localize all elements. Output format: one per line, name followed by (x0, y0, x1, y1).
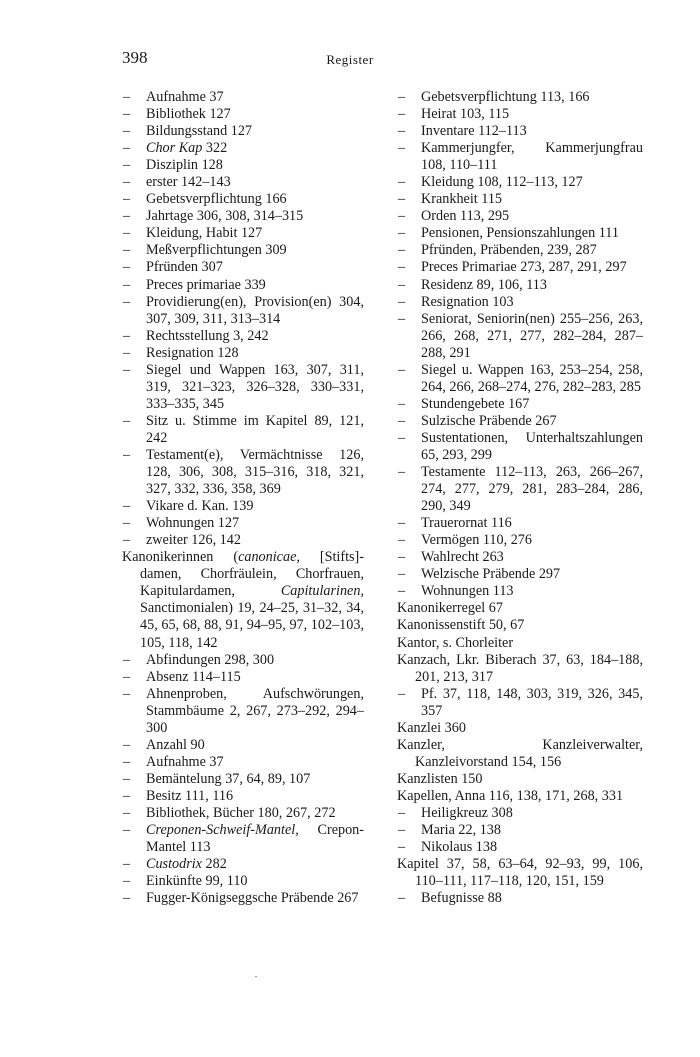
entry-text: Kanzach, Lkr. Biberach 37, 63, 184–188, 201, 213, 317 (397, 651, 643, 685)
entry-text: Siegel und Wappen 163, 307, 311, 319, 321–323, 326–328, 330–331, 333–335, 345 (146, 361, 364, 412)
index-subentry (122, 754, 364, 771)
index-subentry (397, 174, 643, 191)
index-subentry (397, 583, 643, 600)
entry-text: Kanzlisten 150 (397, 770, 483, 787)
entry-text: Krankheit 115 (421, 191, 503, 208)
entry-text: Rechtsstellung 3, 242 (146, 327, 269, 344)
entry-text: Stundengebete 167 (421, 395, 530, 412)
index-subentry (397, 277, 643, 294)
index-subentry (397, 259, 643, 276)
index-subentry (122, 413, 364, 447)
entry-text: Pensionen, Pensionszahlungen 111 (421, 225, 619, 242)
entry-text: Sulzische Präbende 267 (421, 412, 557, 429)
index-subentry (122, 225, 364, 242)
entry-text: Absenz 114–115 (146, 668, 241, 685)
index-entry (397, 856, 643, 890)
index-subentry (122, 106, 364, 123)
entry-text: Capitularinen, (280, 583, 364, 600)
index-subentry (122, 259, 364, 276)
entry-text: Providierung(en), Provision(en) 304, 307, 309, 311, 313–314 (146, 293, 364, 327)
index-subentry (397, 686, 643, 720)
index-subentry (122, 669, 364, 686)
entry-text: Orden 113, 295 (421, 208, 510, 225)
index-subentry (122, 515, 364, 532)
index-subentry (397, 566, 643, 583)
entry-text: Seniorat, Seniorin(nen) 255–256, 263, 266, 268, 271, 277, 282–284, 287–288, 291 (421, 310, 643, 361)
entry-text: Maria 22, 138 (421, 822, 501, 839)
index-subentry (122, 652, 364, 669)
entry-text: Bildungsstand 127 (146, 123, 253, 140)
index-subentry (122, 822, 364, 856)
entry-text: Meßverpflichtungen 309 (146, 242, 287, 259)
index-subentry (397, 822, 643, 839)
index-entry (397, 617, 643, 634)
entry-text: Jahrtage 306, 308, 314–315 (146, 208, 304, 225)
index-subentry (397, 208, 643, 225)
entry-text: canonicae, (238, 549, 300, 566)
entry-text: Kanonissenstift 50, 67 (397, 617, 525, 634)
entry-text: 282 (201, 856, 227, 873)
index-subentry (122, 140, 364, 157)
index-subentry (122, 174, 364, 191)
index-subentry (122, 788, 364, 805)
index-entry (397, 635, 643, 652)
entry-text: Preces Primariae 273, 287, 291, 297 (421, 259, 627, 276)
entry-text: zweiter 126, 142 (146, 532, 241, 549)
index-subentry (122, 498, 364, 515)
entry-text: Kanonikerinnen ( (122, 549, 239, 566)
index-subentry (122, 805, 364, 822)
entry-text: Bibliothek, Bücher 180, 267, 272 (146, 804, 336, 821)
index-subentry (397, 123, 643, 140)
entry-text: Einkünfte 99, 110 (146, 873, 248, 890)
index-entry (397, 720, 643, 737)
entry-text: Ahnenproben, Aufschwörungen, Stammbäume 2, 267, 273–292, 294–300 (146, 685, 364, 736)
entry-text: Trauerornat 116 (421, 515, 512, 532)
entry-text: 322 (202, 140, 228, 157)
index-subentry (122, 157, 364, 174)
index-subentry (397, 890, 643, 907)
entry-text: Gebetsverpflichtung 166 (146, 191, 287, 208)
entry-text: Inventare 112–113 (421, 123, 527, 140)
index-subentry (122, 532, 364, 549)
index-subentry (397, 106, 643, 123)
entry-text: Wohnungen 127 (146, 515, 240, 532)
index-subentry (397, 805, 643, 822)
index-subentry (122, 89, 364, 106)
index-subentry (397, 311, 643, 362)
entry-text: [Stifts]-damen, Chorfräulein, Chorfrauen, Kapitulardamen, (140, 549, 364, 600)
entry-text: Creponen-Schweif-Mantel, (146, 822, 299, 839)
index-subentry (397, 464, 643, 515)
index-subentry (122, 890, 364, 907)
entry-text: Heiligkreuz 308 (421, 804, 513, 821)
entry-text: Chor Kap (146, 140, 203, 157)
entry-text: Pfründen, Präbenden, 239, 287 (421, 242, 597, 259)
entry-text: Bemäntelung 37, 64, 89, 107 (146, 770, 311, 787)
index-subentry (397, 396, 643, 413)
entry-text: Siegel u. Wappen 163, 253–254, 258, 264, 266, 268–274, 276, 282–283, 285 (421, 361, 643, 395)
entry-text: Residenz 89, 106, 113 (421, 276, 547, 293)
entry-text: Heirat 103, 115 (421, 106, 510, 123)
index-subentry (397, 532, 643, 549)
entry-text: erster 142–143 (146, 174, 231, 191)
index-subentry (397, 413, 643, 430)
index-subentry (397, 294, 643, 311)
page-speck (255, 976, 257, 977)
index-subentry (122, 873, 364, 890)
entry-text: Aufnahme 37 (146, 753, 224, 770)
index-entry (397, 771, 643, 788)
entry-text: Pfründen 307 (146, 259, 223, 276)
entry-text: Kapitel 37, 58, 63–64, 92–93, 99, 106, 110–111, 117–118, 120, 151, 159 (397, 856, 643, 890)
index-column-left (122, 89, 364, 907)
entry-text: Pf. 37, 118, 148, 303, 319, 326, 345, 357 (421, 685, 643, 719)
entry-text: Kammerjungfer, Kammerjungfrau 108, 110–111 (421, 140, 643, 174)
entry-text: Wohnungen 113 (421, 583, 514, 600)
entry-text: Sustentationen, Unterhaltszahlungen 65, 293, 299 (421, 429, 643, 463)
index-subentry (397, 549, 643, 566)
entry-text: Besitz 111, 116 (146, 787, 234, 804)
entry-text: Custodrix (146, 856, 202, 873)
running-head: Register (326, 52, 374, 67)
index-subentry (122, 242, 364, 259)
entry-text: Sanctimonialen) 19, 24–25, 31–32, 34, 45, 65, 68, 88, 91, 94–95, 97, 102–103, 105, 118, 142 (140, 600, 364, 651)
index-subentry (397, 191, 643, 208)
entry-text: Abfindungen 298, 300 (146, 651, 275, 668)
index-subentry (122, 191, 364, 208)
entry-text: Kleidung 108, 112–113, 127 (421, 174, 583, 191)
entry-text: Kleidung, Habit 127 (146, 225, 263, 242)
index-subentry (397, 140, 643, 174)
entry-text: Preces primariae 339 (146, 276, 266, 293)
index-subentry (397, 89, 643, 106)
index-subentry (122, 208, 364, 225)
index-subentry (122, 345, 364, 362)
page-number: 398 (122, 48, 148, 67)
index-subentry (122, 856, 364, 873)
index-entry (397, 600, 643, 617)
entry-text: Crepon-Mantel 113 (146, 822, 364, 856)
entry-text: Kapellen, Anna 116, 138, 171, 268, 331 (397, 787, 624, 804)
index-subentry (122, 447, 364, 498)
entry-text: Nikolaus 138 (421, 839, 498, 856)
index-entry (397, 652, 643, 686)
entry-text: Resignation 128 (146, 344, 239, 361)
entry-text: Kanzlei 360 (397, 719, 466, 736)
entry-text: Fugger-Königseggsche Präbende 267 (146, 890, 359, 907)
index-subentry (122, 362, 364, 413)
index-subentry (122, 277, 364, 294)
entry-text: Vermögen 110, 276 (421, 532, 532, 549)
index-subentry (397, 839, 643, 856)
entry-text: Sitz u. Stimme im Kapitel 89, 121, 242 (146, 412, 364, 446)
entry-text: Befugnisse 88 (421, 890, 502, 907)
index-column-right (397, 89, 643, 907)
index-subentry (122, 328, 364, 345)
index-entry (397, 737, 643, 771)
entry-text: Vikare d. Kan. 139 (146, 498, 254, 515)
index-subentry (397, 515, 643, 532)
entry-text: Aufnahme 37 (146, 89, 224, 105)
entry-text: Wahlrecht 263 (421, 549, 504, 566)
index-subentry (122, 737, 364, 754)
index-subentry (397, 242, 643, 259)
index-entry (397, 788, 643, 805)
index-subentry (122, 123, 364, 140)
entry-text: Bibliothek 127 (146, 106, 231, 123)
entry-text: Resignation 103 (421, 293, 514, 310)
entry-text: Kanzler, Kanzleiverwalter, Kanzleivorstand 154, 156 (397, 736, 643, 770)
index-subentry (397, 225, 643, 242)
index-subentry (122, 771, 364, 788)
index-subentry (397, 430, 643, 464)
entry-text: Kantor, s. Chorleiter (397, 634, 514, 651)
entry-text: Kanonikerregel 67 (397, 600, 503, 617)
entry-text: Disziplin 128 (146, 157, 223, 174)
entry-text: Welzische Präbende 297 (421, 566, 561, 583)
index-subentry (397, 362, 643, 396)
entry-text: Gebetsverpflichtung 113, 166 (421, 89, 590, 105)
index-subentry (122, 686, 364, 737)
entry-text: Anzahl 90 (146, 736, 205, 753)
entry-text: Testamente 112–113, 263, 266–267, 274, 277, 279, 281, 283–284, 286, 290, 349 (421, 464, 643, 515)
index-entry (122, 549, 364, 651)
index-subentry (122, 294, 364, 328)
entry-text: Testament(e), Vermächtnisse 126, 128, 306, 308, 315–316, 318, 321, 327, 332, 336, 358, 369 (146, 446, 364, 498)
